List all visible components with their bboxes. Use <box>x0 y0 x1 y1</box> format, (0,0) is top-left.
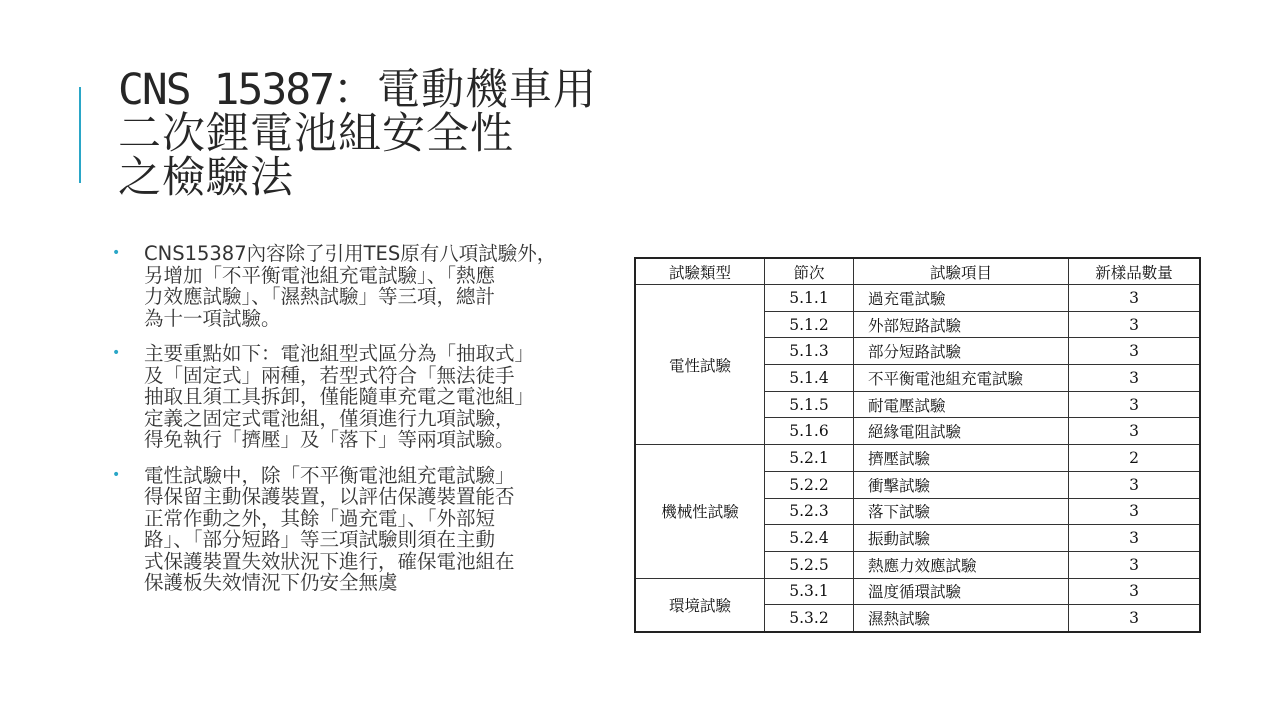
test-item-cell: 衝擊試驗 <box>854 471 1069 498</box>
bullet-line: 定義之固定式電池組，僅須進行九項試驗， <box>144 406 515 430</box>
bullet-line: 得免執行「擠壓」及「落下」等兩項試驗。 <box>144 428 515 451</box>
test-item-cell: 熱應力效應試驗 <box>854 551 1069 578</box>
bullet-dot-icon: • <box>112 466 121 483</box>
section-cell: 5.2.4 <box>765 525 854 552</box>
bullet-line: 另增加「不平衡電池組充電試驗」、「熱應 <box>144 263 496 287</box>
bullet-line: 為十一項試驗。 <box>144 306 281 330</box>
bullet-line: 得保留主動保護裝置，以評估保護裝置能否 <box>144 485 515 508</box>
test-item-cell: 濕熱試驗 <box>854 605 1069 632</box>
section-cell: 5.1.1 <box>765 285 854 312</box>
test-item-cell: 外部短路試驗 <box>854 311 1069 338</box>
test-item-cell: 落下試驗 <box>854 498 1069 525</box>
bullet-line: 式保護裝置失效狀況下進行，確保電池組在 <box>144 549 515 573</box>
bullet-dot-icon: • <box>112 345 121 361</box>
title-line-3: 之檢驗法 <box>118 153 294 203</box>
header-test-type: 試驗類型 <box>635 258 765 285</box>
sample-qty-cell: 3 <box>1069 338 1201 365</box>
table-row <box>635 445 1200 472</box>
test-item-cell: 過充電試驗 <box>854 285 1069 312</box>
bullet-line: 正常作動之外，其餘「過充電」、「外部短 <box>144 506 496 530</box>
slide-title <box>118 65 638 203</box>
test-category-cell: 電性試驗 <box>635 285 765 445</box>
bullet-line: 主要重點如下：電池組型式區分為「抽取式」 <box>144 342 535 365</box>
test-item-cell: 不平衡電池組充電試驗 <box>854 365 1069 392</box>
test-category-cell: 環境試驗 <box>635 578 765 632</box>
bullet-item <box>112 465 602 594</box>
title-standard-code: CNS 15387 <box>118 65 333 115</box>
section-cell: 5.1.5 <box>765 391 854 418</box>
sample-qty-cell: 3 <box>1069 498 1201 525</box>
test-item-cell: 擠壓試驗 <box>854 445 1069 472</box>
test-item-cell: 絕緣電阻試驗 <box>854 418 1069 445</box>
test-table-container <box>634 257 1201 633</box>
test-table <box>634 257 1201 633</box>
bullet-line: 電性試驗中，除「不平衡電池組充電試驗」 <box>144 463 515 487</box>
header-sample-qty: 新樣品數量 <box>1069 258 1201 285</box>
bullet-line: CNS15387內容除了引用TES原有八項試驗外， <box>144 242 557 265</box>
test-category-cell: 機械性試驗 <box>635 445 765 578</box>
sample-qty-cell: 3 <box>1069 578 1201 605</box>
sample-qty-cell: 3 <box>1069 471 1201 498</box>
bullet-line: 及「固定式」兩種，若型式符合「無法徒手 <box>144 363 515 387</box>
sample-qty-cell: 3 <box>1069 365 1201 392</box>
section-cell: 5.2.2 <box>765 471 854 498</box>
title-line-1 <box>118 65 638 115</box>
title-line-2: 二次鋰電池組安全性 <box>118 109 514 159</box>
table-header-row <box>635 258 1200 285</box>
bullet-line: 抽取且須工具拆卸，僅能隨車充電之電池組」 <box>144 385 535 408</box>
sample-qty-cell: 2 <box>1069 445 1201 472</box>
section-cell: 5.1.4 <box>765 365 854 392</box>
bullet-dot-icon: • <box>112 245 121 261</box>
section-cell: 5.1.3 <box>765 338 854 365</box>
table-body <box>635 285 1200 633</box>
bullet-line: 路」、「部分短路」等三項試驗則須在主動 <box>144 528 496 551</box>
section-cell: 5.2.3 <box>765 498 854 525</box>
header-test-item: 試驗項目 <box>854 258 1069 285</box>
table-row <box>635 578 1200 605</box>
section-cell: 5.1.6 <box>765 418 854 445</box>
bullet-line: 保護板失效情況下仍安全無虞 <box>144 571 398 594</box>
sample-qty-cell: 3 <box>1069 551 1201 578</box>
bullet-list <box>112 243 602 608</box>
bullet-item <box>112 243 602 329</box>
sample-qty-cell: 3 <box>1069 285 1201 312</box>
test-item-cell: 部分短路試驗 <box>854 338 1069 365</box>
bullet-item <box>112 343 602 451</box>
test-item-cell: 耐電壓試驗 <box>854 391 1069 418</box>
sample-qty-cell: 3 <box>1069 391 1201 418</box>
table-row <box>635 285 1200 312</box>
section-cell: 5.2.5 <box>765 551 854 578</box>
section-cell: 5.3.1 <box>765 578 854 605</box>
title-accent-bar <box>79 87 81 183</box>
section-cell: 5.2.1 <box>765 445 854 472</box>
bullet-line: 力效應試驗」、「濕熱試驗」等三項，總計 <box>144 285 496 308</box>
sample-qty-cell: 3 <box>1069 605 1201 632</box>
sample-qty-cell: 3 <box>1069 525 1201 552</box>
section-cell: 5.3.2 <box>765 605 854 632</box>
header-section: 節次 <box>765 258 854 285</box>
sample-qty-cell: 3 <box>1069 418 1201 445</box>
test-item-cell: 振動試驗 <box>854 525 1069 552</box>
sample-qty-cell: 3 <box>1069 311 1201 338</box>
section-cell: 5.1.2 <box>765 311 854 338</box>
title-line-1-rest: ：電動機車用 <box>333 65 597 115</box>
test-item-cell: 溫度循環試驗 <box>854 578 1069 605</box>
